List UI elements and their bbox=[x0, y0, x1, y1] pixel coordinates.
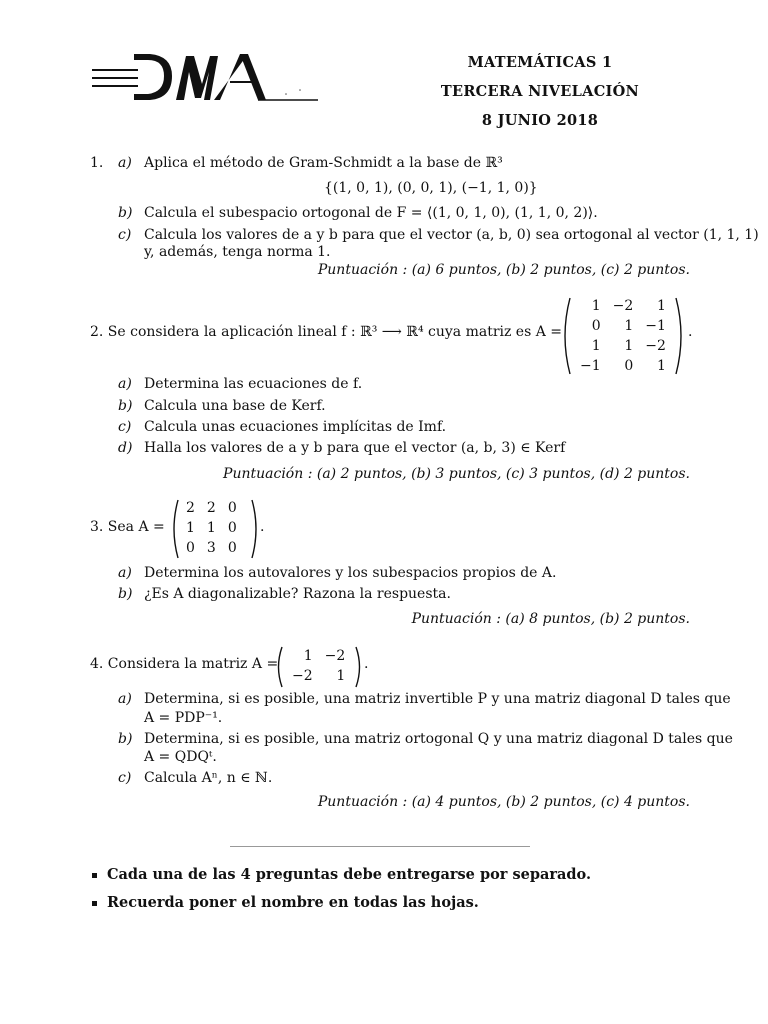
q2-score: Puntuación : (a) 2 puntos, (b) 3 puntos, (c) 3 puntos, (d) 2 puntos. bbox=[223, 466, 690, 482]
q4-a-text2: A = PDP⁻¹. bbox=[144, 710, 223, 726]
matrix-cell: 1 bbox=[624, 318, 634, 334]
q1-b-label: b) bbox=[118, 205, 133, 221]
q4-a-text: Determina, si es posible, una matriz invertible P y una matriz diagonal D tales que bbox=[144, 691, 731, 707]
note-text: Cada una de las 4 preguntas debe entregarse por separado. bbox=[107, 866, 592, 883]
exam-title: TERCERA NIVELACIÓN bbox=[440, 83, 640, 100]
q4-score: Puntuación : (a) 4 puntos, (b) 2 puntos, (c) 4 puntos. bbox=[317, 794, 690, 810]
matrix-cell: 0 bbox=[227, 520, 237, 536]
bullet-icon bbox=[92, 901, 97, 906]
q3-end: . bbox=[260, 519, 265, 535]
q1-c bbox=[118, 227, 759, 243]
q3-score: Puntuación : (a) 8 puntos, (b) 2 puntos. bbox=[411, 611, 690, 627]
q2-a bbox=[118, 376, 362, 392]
q4-intro: 4. Considera la matriz A = bbox=[90, 656, 279, 672]
matrix-cell: 0 bbox=[591, 318, 601, 334]
matrix-cell: −2 bbox=[324, 648, 346, 664]
q2-b-text: Calcula una base de Kerf. bbox=[144, 398, 326, 414]
q1-score: Puntuación : (a) 6 puntos, (b) 2 puntos, (c) 2 puntos. bbox=[317, 262, 690, 278]
note-item bbox=[92, 894, 479, 911]
q2-c-text: Calcula unas ecuaciones implícitas de Imf. bbox=[144, 419, 447, 435]
matrix-cell: 1 bbox=[186, 520, 195, 536]
q4-b-label: b) bbox=[118, 731, 133, 747]
q4-c-label: c) bbox=[118, 770, 132, 786]
q4-b bbox=[118, 731, 733, 747]
note-text: Recuerda poner el nombre en todas las hojas. bbox=[107, 894, 479, 911]
q1-a-text: Aplica el método de Gram-Schmidt a la base de ℝ³ bbox=[144, 155, 503, 171]
matrix-cell: 1 bbox=[624, 338, 634, 354]
exam-date: 8 JUNIO 2018 bbox=[481, 112, 599, 129]
matrix-cell: 1 bbox=[336, 668, 346, 684]
q1-c-label: c) bbox=[118, 227, 132, 243]
matrix-cell: −1 bbox=[580, 358, 601, 374]
q2-c bbox=[118, 419, 446, 435]
matrix-cell: −2 bbox=[292, 668, 313, 684]
dma-logo bbox=[90, 48, 320, 106]
course-title: MATEMÁTICAS 1 bbox=[467, 54, 613, 71]
q4-c-text: Calcula Aⁿ, n ∈ ℕ. bbox=[144, 770, 273, 786]
matrix-cell: 3 bbox=[206, 540, 216, 556]
q1-b bbox=[118, 205, 598, 221]
matrix-cell: 0 bbox=[227, 500, 237, 516]
matrix-cell: 0 bbox=[624, 358, 634, 374]
q1-a bbox=[118, 155, 503, 171]
q2-a-label: a) bbox=[118, 376, 132, 392]
q4-a-label: a) bbox=[118, 691, 132, 707]
q1-b-text: Calcula el subespacio ortogonal de F = ⟨(1, 0, 1, 0), (1, 1, 0, 2)⟩. bbox=[144, 205, 598, 221]
q2-end: . bbox=[688, 324, 693, 340]
q4-a bbox=[118, 691, 731, 707]
q1-c-text2: y, además, tenga norma 1. bbox=[144, 244, 331, 260]
matrix-cell: 1 bbox=[657, 358, 666, 374]
q3-a-label: a) bbox=[118, 565, 132, 581]
q4-matrix-table bbox=[286, 646, 351, 686]
matrix-cell: 0 bbox=[186, 540, 195, 556]
bullet-icon bbox=[92, 873, 97, 878]
q2-matrix-table bbox=[574, 296, 672, 376]
q3-intro: 3. Sea A = bbox=[90, 519, 165, 535]
matrix-cell: 1 bbox=[303, 648, 313, 664]
q3-b-label: b) bbox=[118, 586, 133, 602]
q1-c-text: Calcula los valores de a y b para que el vector (a, b, 0) sea ortogonal al vector (1, 1, 1) bbox=[144, 227, 759, 243]
q4-c bbox=[118, 770, 272, 786]
q2-intro: 2. Se considera la aplicación lineal f : ℝ³ ⟶ ℝ⁴ cuya matriz es A = bbox=[90, 324, 563, 340]
q3-b bbox=[118, 586, 451, 602]
q3-a-text: Determina los autovalores y los subespacios propios de A. bbox=[144, 565, 557, 581]
q2-b bbox=[118, 398, 326, 414]
matrix-cell: 2 bbox=[206, 500, 216, 516]
matrix-cell: 1 bbox=[591, 298, 601, 314]
q4-end: . bbox=[364, 656, 369, 672]
matrix-cell: 1 bbox=[657, 298, 666, 314]
matrix-cell: −1 bbox=[645, 318, 666, 334]
note-item bbox=[92, 866, 591, 883]
q3-matrix-table bbox=[180, 498, 243, 558]
q2-a-text: Determina las ecuaciones de f. bbox=[144, 376, 363, 392]
q1-a-set: {(1, 0, 1), (0, 0, 1), (−1, 1, 0)} bbox=[324, 180, 538, 196]
matrix-cell: 1 bbox=[206, 520, 216, 536]
matrix-cell: −2 bbox=[645, 338, 666, 354]
q2-d-text: Halla los valores de a y b para que el vector (a, b, 3) ∈ Kerf bbox=[144, 440, 566, 456]
q2-c-label: c) bbox=[118, 419, 132, 435]
q4-b-text2: A = QDQᵗ. bbox=[144, 749, 217, 765]
q1-number: 1. bbox=[90, 155, 104, 171]
q4-b-text: Determina, si es posible, una matriz ortogonal Q y una matriz diagonal D tales que bbox=[144, 731, 733, 747]
separator-rule bbox=[230, 846, 530, 847]
q3-b-text: ¿Es A diagonalizable? Razona la respuesta. bbox=[144, 586, 451, 602]
q2-d-label: d) bbox=[118, 440, 133, 456]
q2-b-label: b) bbox=[118, 398, 133, 414]
q1-a-label: a) bbox=[118, 155, 132, 171]
matrix-cell: −2 bbox=[612, 298, 634, 314]
q2-d bbox=[118, 440, 565, 456]
matrix-cell: 0 bbox=[227, 540, 237, 556]
matrix-cell: 2 bbox=[186, 500, 195, 516]
q3-a bbox=[118, 565, 556, 581]
matrix-cell: 1 bbox=[591, 338, 601, 354]
